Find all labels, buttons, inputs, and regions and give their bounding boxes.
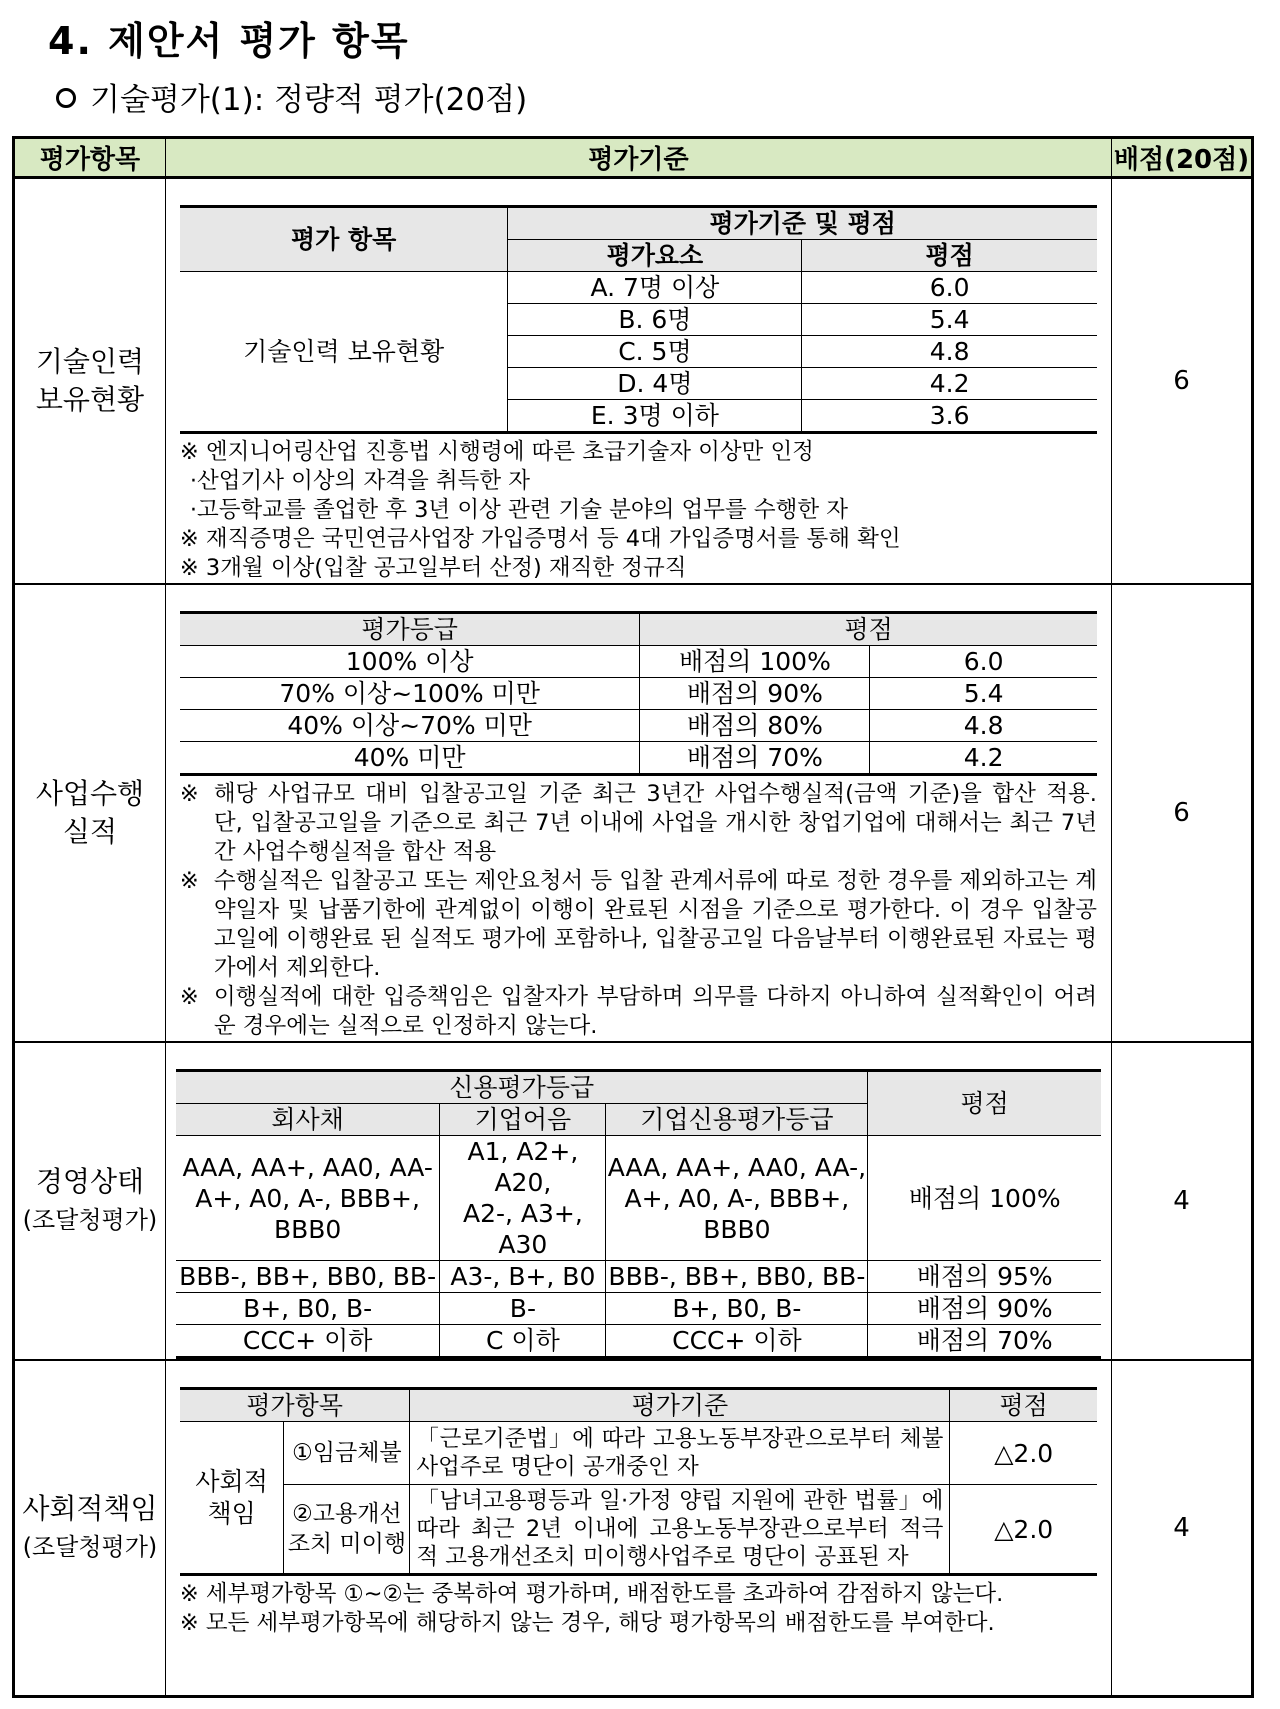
score-social: 4 <box>1111 1360 1252 1697</box>
note: ※ 모든 세부평가항목에 해당하지 않는 경우, 해당 평가항목의 배점한도를 부여한다. <box>179 1610 995 1636</box>
subheading <box>56 74 527 119</box>
criteria-tech <box>165 178 1111 585</box>
item-mgmt <box>14 1042 166 1360</box>
cell-line: A+, A0, A-, BBB+, BBB0 <box>624 1183 850 1244</box>
table-cell: B. 6명 <box>508 304 802 336</box>
circle-bullet-icon <box>56 88 76 108</box>
evaluation-table <box>12 136 1254 1698</box>
table-cell <box>284 1485 410 1575</box>
item-tech-line1: 기술인력 <box>35 345 145 378</box>
cell-line: AAA, AA+, AA0, AA- <box>182 1152 433 1182</box>
table-cell: C 이하 <box>440 1325 606 1358</box>
note: ※ 세부평가항목 ①~②는 중복하여 평가하며, 배점한도를 초과하여 감점하지 않는다. <box>179 1581 1004 1607</box>
table-cell: BBB-, BB+, BB0, BB- <box>606 1261 868 1293</box>
table-cell: 4.2 <box>802 368 1097 400</box>
table-cell: 40% 미만 <box>180 742 640 775</box>
tech-item-value: 기술인력 보유현황 <box>180 272 508 433</box>
perf-col-grade: 평가등급 <box>180 613 640 646</box>
note: ※ 3개월 이상(입찰 공고일부터 산정) 재직한 정규직 <box>179 555 687 581</box>
note: ·산업기사 이상의 자격을 취득한 자 <box>189 468 530 494</box>
perf-col-points: 평점 <box>640 613 1097 646</box>
item-social-line2: (조달청평가) <box>22 1533 158 1561</box>
table-cell: ①임금체불 <box>284 1422 410 1485</box>
table-cell: 배점의 70% <box>868 1325 1101 1358</box>
table-cell: 「남녀고용평등과 일·가정 양립 지원에 관한 법률」에 따라 최근 2년 이내에 고용노동부장관으로부터 적극적 고용개선조치 미이행사업주로 명단이 공표된 자 <box>410 1485 950 1575</box>
table-cell: 6.0 <box>870 646 1097 678</box>
table-cell: 배점의 90% <box>640 678 870 710</box>
table-cell: 4.8 <box>802 336 1097 368</box>
cell-line: AAA, AA+, AA0, AA-, <box>607 1152 867 1182</box>
table-cell: 3.6 <box>802 400 1097 433</box>
table-cell: △2.0 <box>950 1485 1097 1575</box>
header-score: 배점(20점) <box>1111 138 1252 178</box>
table-cell: BBB-, BB+, BB0, BB- <box>176 1261 440 1293</box>
table-cell: CCC+ 이하 <box>606 1325 868 1358</box>
criteria-perf <box>165 584 1111 1042</box>
tech-col-element: 평가요소 <box>508 240 802 272</box>
social-col-item: 평가항목 <box>180 1389 410 1422</box>
cell-line: A2-, A3+, A30 <box>462 1199 583 1259</box>
social-notes <box>180 1580 1097 1638</box>
social-col-criteria: 평가기준 <box>410 1389 950 1422</box>
cell-line: A1, A2+, A20, <box>467 1137 579 1197</box>
table-cell: 배점의 95% <box>868 1261 1101 1293</box>
tech-col-points: 평점 <box>802 240 1097 272</box>
table-cell: 배점의 100% <box>640 646 870 678</box>
table-cell: 5.4 <box>802 304 1097 336</box>
table-row <box>180 1422 1097 1485</box>
note-text: 이행실적에 대한 입증책임은 입찰자가 부담하며 의무를 다하지 아니하여 실적확인이 어려운 경우에는 실적으로 인정하지 않는다. <box>213 984 1097 1039</box>
tech-subtable <box>180 205 1097 434</box>
header-criteria: 평가기준 <box>165 138 1111 178</box>
table-cell <box>180 1422 284 1575</box>
mgmt-col-credit: 기업신용평가등급 <box>606 1104 868 1136</box>
perf-subtable <box>180 611 1097 776</box>
criteria-mgmt <box>165 1042 1111 1360</box>
table-cell <box>606 1136 868 1261</box>
note: ※ 재직증명은 국민연금사업장 가입증명서 등 4대 가입증명서를 통해 확인 <box>179 526 901 552</box>
score-perf: 6 <box>1111 584 1252 1042</box>
table-cell: 배점의 80% <box>640 710 870 742</box>
table-cell: C. 5명 <box>508 336 802 368</box>
table-row <box>176 1261 1101 1293</box>
page-heading: 4. 제안서 평가 항목 <box>48 19 410 63</box>
row-tech <box>14 178 1253 585</box>
table-cell: E. 3명 이하 <box>508 400 802 433</box>
table-cell: 배점의 70% <box>640 742 870 775</box>
table-row <box>180 710 1097 742</box>
item-tech <box>14 178 166 585</box>
table-row <box>176 1293 1101 1325</box>
note: ※ 엔지니어링산업 진흥법 시행령에 따른 초급기술자 이상만 인정 <box>179 439 814 465</box>
table-cell: B- <box>440 1293 606 1325</box>
table-cell: A3-, B+, B0 <box>440 1261 606 1293</box>
social-subtable <box>180 1387 1097 1576</box>
cell-line: 책임 <box>207 1498 256 1528</box>
table-row <box>180 1485 1097 1575</box>
table-cell: 4.2 <box>870 742 1097 775</box>
row-perf <box>14 584 1253 1042</box>
cell-line: 사회적 <box>195 1466 268 1496</box>
table-cell <box>176 1136 440 1261</box>
tech-col-item: 평가 항목 <box>180 207 508 272</box>
table-row <box>176 1325 1101 1358</box>
note <box>180 983 1097 1041</box>
table-cell: 「근로기준법」에 따라 고용노동부장관으로부터 체불사업주로 명단이 공개중인 자 <box>410 1422 950 1485</box>
table-cell: 100% 이상 <box>180 646 640 678</box>
row-social <box>14 1360 1253 1697</box>
table-cell: △2.0 <box>950 1422 1097 1485</box>
social-col-points: 평점 <box>950 1389 1097 1422</box>
note-mark: ※ <box>179 984 199 1010</box>
cell-line: A+, A0, A-, BBB+, BBB0 <box>195 1183 420 1244</box>
note-text: 해당 사업규모 대비 입찰공고일 기준 최근 3년간 사업수행실적(금액 기준)을 합산 적용. 단, 입찰공고일을 기준으로 최근 7년 이내에 사업을 개시한 창업기업에 대해서는 최근 7년간 사업수행실적을 합산 적용 <box>213 781 1097 865</box>
cell-line: ②고용개선 <box>292 1501 402 1527</box>
table-cell: 5.4 <box>870 678 1097 710</box>
mgmt-col-paper: 기업어음 <box>440 1104 606 1136</box>
table-cell: 배점의 100% <box>868 1136 1101 1261</box>
item-social-line1: 사회적책임 <box>22 1492 158 1525</box>
note <box>180 780 1097 867</box>
item-mgmt-line1: 경영상태 <box>35 1165 145 1198</box>
table-cell: 4.8 <box>870 710 1097 742</box>
item-tech-line2: 보유현황 <box>35 383 145 416</box>
note: ·고등학교를 졸업한 후 3년 이상 관련 기술 분야의 업무를 수행한 자 <box>189 497 848 523</box>
header-item: 평가항목 <box>14 138 166 178</box>
note <box>180 867 1097 983</box>
table-cell <box>440 1136 606 1261</box>
table-cell: B+, B0, B- <box>606 1293 868 1325</box>
note-text: 수행실적은 입찰공고 또는 제안요청서 등 입찰 관계서류에 따로 정한 경우를 제외하고는 계약일자 및 납품기한에 관계없이 이행이 완료된 시점을 기준으로 평가한다. 이 경우 입찰공고일에 이행완료 된 실적도 평가에 포함하나, 입찰공고일 다음날부터 이행완료된 자료는 평가에서 제외한다. <box>213 868 1097 981</box>
item-perf-line2: 실적 <box>62 815 117 848</box>
item-social <box>14 1360 166 1697</box>
table-cell: 70% 이상~100% 미만 <box>180 678 640 710</box>
table-cell: 40% 이상~70% 미만 <box>180 710 640 742</box>
subheading-text: 기술평가(1): 정량적 평가(20점) <box>90 82 528 118</box>
tech-col-group: 평가기준 및 평점 <box>508 207 1097 240</box>
table-row <box>176 1136 1101 1261</box>
item-mgmt-line2: (조달청평가) <box>22 1206 158 1234</box>
row-mgmt <box>14 1042 1253 1360</box>
table-cell: 배점의 90% <box>868 1293 1101 1325</box>
table-row <box>180 646 1097 678</box>
table-cell: D. 4명 <box>508 368 802 400</box>
item-perf-line1: 사업수행 <box>35 777 145 810</box>
cell-line: 조치 미이행 <box>287 1531 407 1557</box>
mgmt-col-group: 신용평가등급 <box>176 1071 868 1104</box>
table-row <box>180 272 1097 304</box>
perf-notes <box>180 780 1097 1041</box>
mgmt-subtable <box>176 1069 1101 1359</box>
table-row <box>180 678 1097 710</box>
score-tech: 6 <box>1111 178 1252 585</box>
note-mark: ※ <box>179 868 199 894</box>
table-cell: A. 7명 이상 <box>508 272 802 304</box>
mgmt-col-bond: 회사채 <box>176 1104 440 1136</box>
table-cell: CCC+ 이하 <box>176 1325 440 1358</box>
item-perf <box>14 584 166 1042</box>
mgmt-col-points: 평점 <box>868 1071 1101 1136</box>
table-cell: B+, B0, B- <box>176 1293 440 1325</box>
tech-notes <box>180 438 1097 583</box>
criteria-social <box>165 1360 1111 1697</box>
score-mgmt: 4 <box>1111 1042 1252 1360</box>
table-cell: 6.0 <box>802 272 1097 304</box>
table-row <box>180 742 1097 775</box>
note-mark: ※ <box>179 781 199 807</box>
